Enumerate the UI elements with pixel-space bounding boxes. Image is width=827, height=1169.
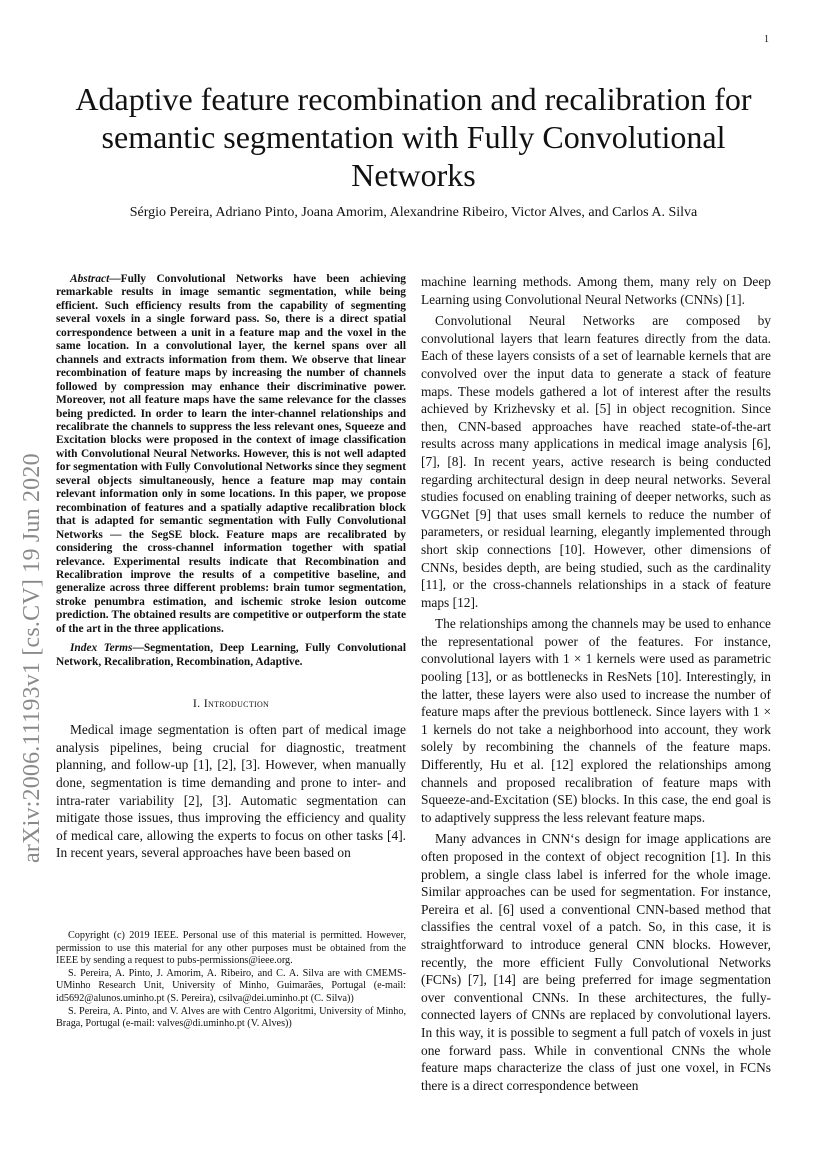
footnote-copyright: Copyright (c) 2019 IEEE. Personal use of this material is permitted. However, permission to use this material for any other purposes must be obtained from the IEEE by sending a request to pubs-permissions@ieee.org. bbox=[56, 930, 406, 967]
arxiv-identifier-stamp: arXiv:2006.11193v1 [cs.CV] 19 Jun 2020 bbox=[19, 453, 45, 863]
section-heading-introduction: I. Introduction bbox=[192, 696, 270, 711]
index-terms-label: Index Terms bbox=[70, 642, 133, 655]
footnote-affiliation-1: S. Pereira, A. Pinto, J. Amorim, A. Ribeiro, and C. A. Silva are with CMEMS-UMinho Research Unit, University of Minho, Guimarães, Portugal (e-mail: id5692@alunos.uminho.pt (S. Pereira), csilva@dei.uminho.pt (C. Silva)) bbox=[56, 967, 406, 1004]
abstract-label: Abstract bbox=[70, 273, 110, 285]
introduction-paragraph-continued: machine learning methods. Among them, many rely on Deep Learning using Convolutional Neural Networks (CNNs) [1]. bbox=[421, 274, 771, 307]
left-column bbox=[56, 273, 406, 862]
abstract-text: —Fully Convolutional Networks have been achieving remarkable results in image semantic segmentation, while being efficient. Such efficiency results from the capability of segmenting several voxels in a single forward pass. So, there is a direct spatial correspondence between a unit in a feature map and the voxel in the same location. In a convolutional layer, the kernel spans over all channels and extracts information from them. We observe that linear recombination of feature maps by increasing the number of channels followed by compression may enhance their discriminative power. Moreover, not all feature maps have the same relevance for the classes being predicted. In order to learn the inter-channel relationships and recalibrate the channels to suppress the less relevant ones, Squeeze and Excitation blocks were proposed in the context of image classification with Convolutional Neural Networks. However, this is not well adapted for segmentation with Fully Convolutional Networks since they segment several objects simultaneously, hence a feature map may contain relevant information only in some locations. In this paper, we propose recombination of features and a spatially adaptive recalibration block that is adapted for semantic segmentation with Fully Convolutional Networks — the SegSE block. Feature maps are recalibrated by considering the cross-channel information together with spatial relevance. Experimental results indicate that Recombination and Recalibration improve the results of a competitive baseline, and generalize across three different problems: brain tumor segmentation, stroke penumbra estimation, and ischemic stroke lesion outcome prediction. The obtained results are competitive or outperform the state of the art in the three applications. bbox=[56, 273, 406, 635]
page-number: 1 bbox=[764, 34, 769, 45]
index-terms bbox=[56, 642, 406, 669]
introduction-paragraph-1: Medical image segmentation is often part of medical image analysis pipelines, being crucial for diagnostic, treatment planning, and follow-up [1], [2], [3]. However, when manually done, segmentation is time demanding and prone to inter- and intra-rater variability [2], [3]. Automatic segmentation can mitigate those issues, thus improving the efficiency and quality of medical care, allowing the experts to focus on other tasks [4]. In recent years, several approaches have been based on bbox=[56, 722, 406, 861]
index-terms-text: —Segmentation, Deep Learning, Fully Convolutional Network, Recalibration, Recombination, Adaptive. bbox=[56, 642, 406, 668]
paper-title: Adaptive feature recombination and recalibration for semantic segmentation with Fully Convolutional Networks bbox=[75, 81, 752, 193]
introduction-paragraph-3: The relationships among the channels may be used to enhance the representational power of the features. For instance, convolutional layers with 1 × 1 kernels were used as parametric pooling [13], or as bottlenecks in ResNets [10]. Interestingly, in the latter, these layers were also used to increase the number of feature maps after the previous bottleneck. Since layers with 1 × 1 kernels do not take a neighborhood into account, they work solely by recombining the channels of the feature maps. Differently, Hu et al. [12] explored the relationships among channels and proposed recalibration of feature maps with Squeeze-and-Excitation (SE) blocks. In this case, the end goal is to adaptively suppress the less relevant feature maps. bbox=[421, 616, 771, 825]
right-column bbox=[421, 273, 771, 1098]
abstract bbox=[56, 273, 406, 636]
footnotes bbox=[56, 930, 406, 1031]
introduction-paragraph-4: Many advances in CNN‘s design for image applications are often proposed in the context of object recognition [1]. In this problem, a single class label is inferred for the whole image. Similar approaches can be used for segmentation. For instance, Pereira et al. [6] used a conventional CNN-based method that classifies the central voxel of a patch. So, in this case, it is straightforward to introduce general CNN blocks. However, recently, the more efficient Fully Convolutional Networks (FCNs) [7], [14] are being preferred for image segmentation over conventional CNNs. In these architectures, the fully-connected layers of CNNs are replaced by convolutional layers. In this way, it is possible to segment a full patch of voxels in just one forward pass. While in conventional CNNs the whole feature maps characterize the class of just one voxel, in FCNs there is a direct correspondence between bbox=[421, 831, 771, 1093]
footnote-affiliation-2: S. Pereira, A. Pinto, and V. Alves are with Centro Algoritmi, University of Minho, Braga, Portugal (e-mail: valves@di.uminho.pt (V. Alves)) bbox=[56, 1005, 406, 1030]
author-list: Sérgio Pereira, Adriano Pinto, Joana Amorim, Alexandrine Ribeiro, Victor Alves, and Carlos A. Silva bbox=[129, 205, 698, 220]
introduction-paragraph-2: Convolutional Neural Networks are composed by convolutional layers that learn features directly from the data. Each of these layers consists of a set of learnable kernels that are convolved over the input data to generate a stack of feature maps. These models gathered a lot of interest after the results achieved by Krizhevsky et al. [5] in object recognition. Since then, CNN-based approaches have reached state-of-the-art results across many applications in medical image analysis [6], [7], [8]. In recent years, active research is being conducted regarding architectural design in deep neural networks. Several studies focused on enabling training of deeper networks, such as VGGNet [9] that uses small kernels to reduce the number of parameters, or residual learning, elegantly implemented through short skip connections [10]. However, other dimensions of CNNs, besides depth, are being studied, such as the cardinality [11], or the cross-channels relationships in a stack of feature maps [12]. bbox=[421, 313, 771, 610]
